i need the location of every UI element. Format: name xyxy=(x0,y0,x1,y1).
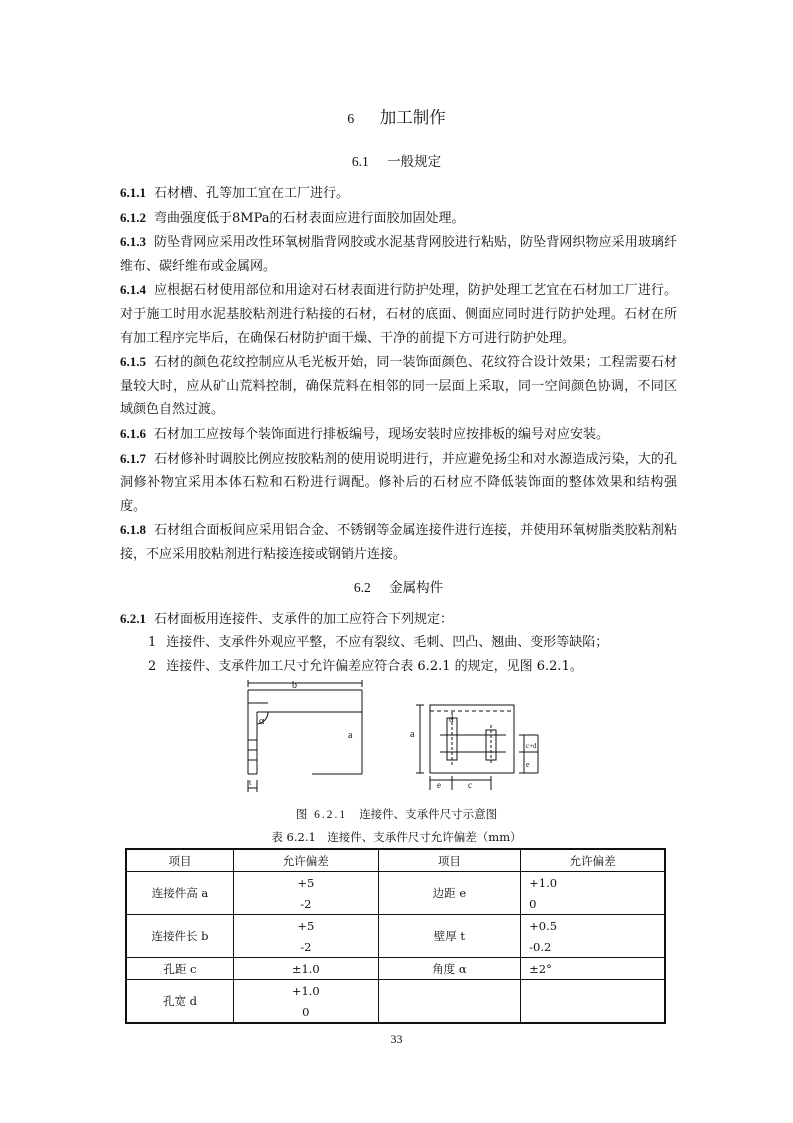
clause-number: 6.1.6 xyxy=(120,425,146,441)
label-d: d xyxy=(449,714,454,724)
table-row xyxy=(126,958,665,980)
table-cell: +1.0 xyxy=(521,872,665,894)
clause-text: 石材面板用连接件、支承件的加工应符合下列规定： xyxy=(154,611,454,627)
label-a: a xyxy=(348,730,353,741)
section-title: 一般规定 xyxy=(387,154,442,170)
label-c-plus-d: c+d xyxy=(526,742,537,750)
table-caption: 表 6.2.1 连接件、支承件尺寸允许偏差（mm） xyxy=(271,830,522,844)
clause-number: 6.1.2 xyxy=(120,209,146,225)
label-a-plate: a xyxy=(410,729,415,740)
table-cell: -0.2 xyxy=(521,936,665,958)
table-cell: +0.5 xyxy=(521,915,665,937)
l-connector-drawing xyxy=(248,680,362,792)
table-cell: 连接件长 b xyxy=(126,915,233,958)
table-cell: 孔宽 d xyxy=(126,980,233,1024)
table-header: 项目 xyxy=(378,849,521,872)
label-b: b xyxy=(292,680,297,691)
item-text: 连接件、支承件外观应平整，不应有裂纹、毛刺、凹凸、翘曲、变形等缺陷； xyxy=(166,635,609,651)
table-cell xyxy=(521,980,665,1024)
figure-caption-number: 图 6.2.1 xyxy=(295,809,348,821)
section-number: 6.2 xyxy=(353,579,371,595)
clause-text: 防坠背网应采用改性环氧树脂背网胶或水泥基背网胶进行粘贴，防坠背网织物应采用玻璃纤维布、碳纤维布或金属网。 xyxy=(120,235,677,274)
clause-text: 石材组合面板间应采用铝合金、不锈钢等金属连接件进行连接，并使用环氧树脂类胶粘剂粘接，不应采用胶粘剂进行粘接连接或钢销片连接。 xyxy=(120,523,677,562)
clause-text: 弯曲强度低于8MPa的石材表面应进行面胶加固处理。 xyxy=(154,210,465,226)
table-header: 允许偏差 xyxy=(233,849,378,872)
table-cell: +1.0 xyxy=(233,980,378,1002)
table-cell: ±2° xyxy=(521,958,665,980)
label-c: c xyxy=(468,780,472,790)
figure-caption xyxy=(0,806,793,822)
label-alpha: α xyxy=(259,716,265,727)
table-row xyxy=(126,872,665,894)
table-cell: 壁厚 t xyxy=(378,915,521,958)
table-header: 允许偏差 xyxy=(521,849,665,872)
plate-drawing xyxy=(416,705,538,790)
table-cell: -2 xyxy=(233,936,378,958)
item-text: 连接件、支承件加工尺寸允许偏差应符合表 6.2.1 的规定，见图 6.2.1。 xyxy=(166,658,583,674)
clause-number: 6.1.3 xyxy=(120,234,146,250)
label-e: e xyxy=(437,780,441,790)
table-cell: 0 xyxy=(233,1001,378,1023)
item-number: 1 xyxy=(148,635,157,651)
table-cell: 0 xyxy=(521,893,665,915)
tolerance-table xyxy=(125,848,666,1024)
clause-number: 6.1.4 xyxy=(120,282,146,298)
table-cell: -2 xyxy=(233,893,378,915)
table-cell: +5 xyxy=(233,872,378,894)
item-number: 2 xyxy=(148,658,157,674)
clause-number: 6.2.1 xyxy=(120,610,146,626)
table-cell: 边距 e xyxy=(378,872,521,915)
table-cell: 连接件高 a xyxy=(126,872,233,915)
label-e-right: e xyxy=(526,760,530,769)
clause-text: 石材的颜色花纹控制应从毛光板开始，同一装饰面颜色、花纹符合设计效果；工程需要石材量较大时，应从矿山荒料控制，确保荒料在相邻的同一层面上采取，同一空间颜色协调，不同区域颜色自然过渡。 xyxy=(120,355,677,418)
table-cell: 孔距 c xyxy=(126,958,233,980)
chapter-title: 加工制作 xyxy=(379,108,446,127)
figure-caption-text: 连接件、支承件尺寸示意图 xyxy=(359,807,498,821)
table-cell: ±1.0 xyxy=(233,958,378,980)
chapter-number: 6 xyxy=(347,112,355,127)
clause-number: 6.1.7 xyxy=(120,450,146,466)
table-cell: 角度 α xyxy=(378,958,521,980)
table-cell: +5 xyxy=(233,915,378,937)
label-t: t xyxy=(249,778,252,787)
clause-number: 6.1.5 xyxy=(120,354,146,370)
page-number: 33 xyxy=(390,1032,403,1046)
table-cell xyxy=(378,980,521,1024)
table-row xyxy=(126,980,665,1002)
table-header: 项目 xyxy=(126,849,233,872)
section-number: 6.1 xyxy=(351,154,369,169)
clause-text: 石材修补时调胶比例应按胶粘剂的使用说明进行，并应避免扬尘和对水源造成污染，大的孔洞修补物宜采用本体石粒和石粉进行调配。修补后的石材应不降低装饰面的整体效果和结构强度。 xyxy=(120,451,677,514)
clause-number: 6.1.8 xyxy=(120,522,146,538)
clause-text: 石材槽、孔等加工宜在工厂进行。 xyxy=(154,186,350,201)
clause-text: 石材加工应按每个装饰面进行排板编号，现场安装时应按排板的编号对应安装。 xyxy=(154,426,610,442)
clause-text: 应根据石材使用部位和用途对石材表面进行防护处理，防护处理工艺宜在石材加工厂进行。对于施工时用水泥基胶粘剂进行粘接的石材，石材的底面、侧面应同时进行防护处理。石材在所有加工程序完毕后，在确保石材防护面干燥、干净的前提下方可进行防护处理。 xyxy=(120,283,677,346)
clause-number: 6.1.1 xyxy=(120,185,146,200)
table-header-row xyxy=(126,849,665,872)
table-row xyxy=(126,915,665,937)
section-title: 金属构件 xyxy=(389,579,444,596)
